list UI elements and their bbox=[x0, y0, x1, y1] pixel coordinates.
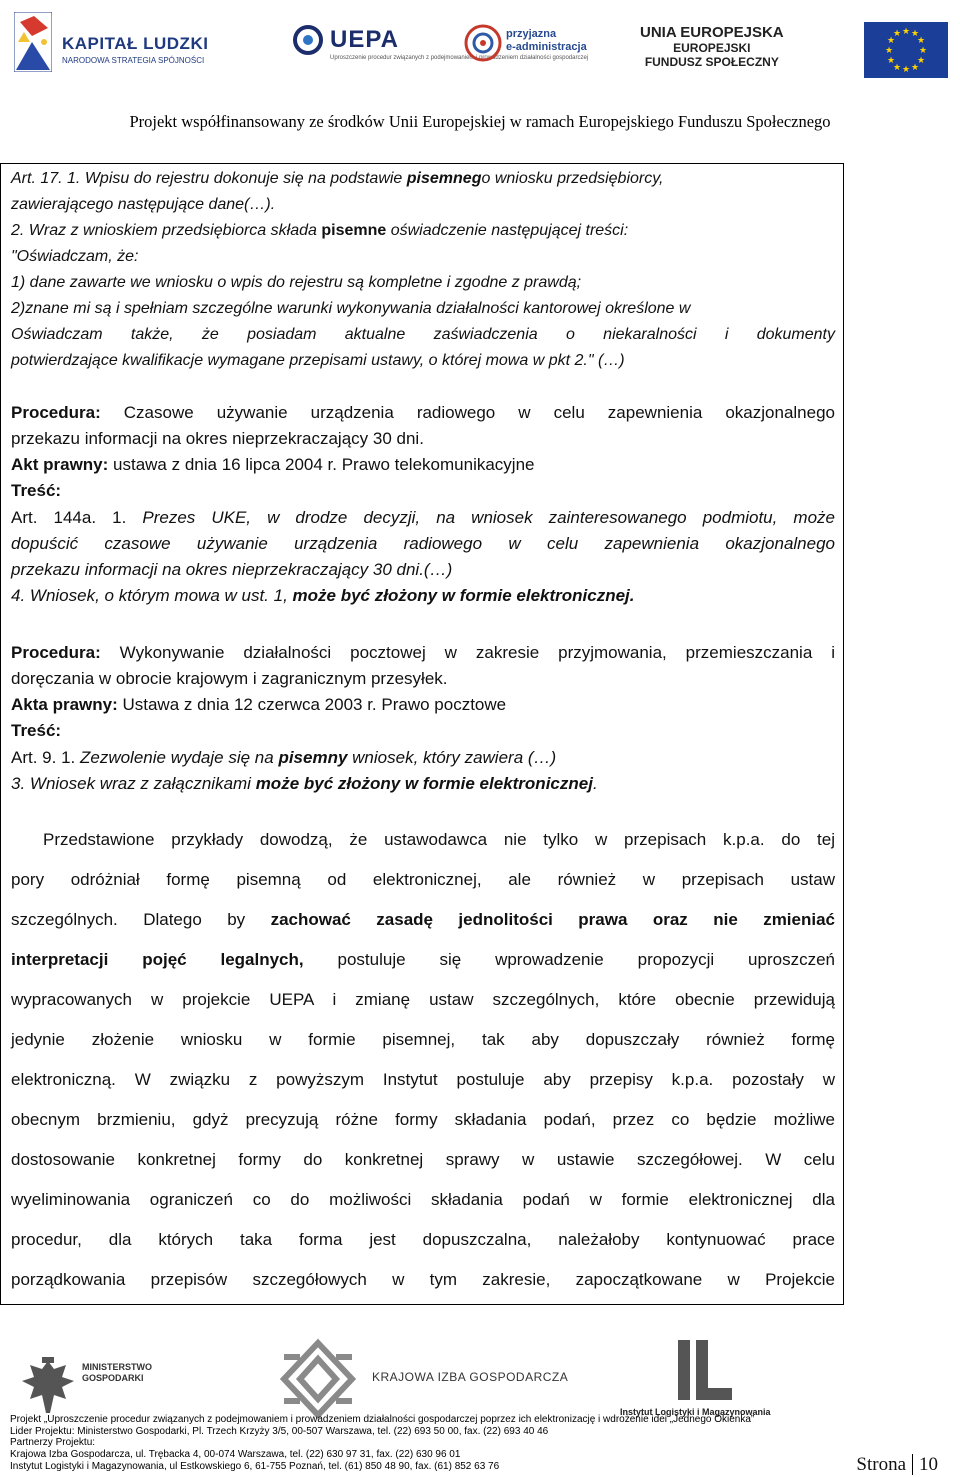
przyjazna-e-administracja-logo bbox=[506, 28, 587, 54]
page-number bbox=[856, 1454, 938, 1476]
proc1-art-line2: dopuścić czasowe używanie urządzenia radiowego w celu zapewnienia okazjonalnego bbox=[11, 534, 835, 553]
footer-line5: Instytut Logistyki i Magazynowania, ul Estkowskiego 6, 61-755 Poznań, tel. (61) 850 48 90, fax. (61) 852 63 76 bbox=[10, 1460, 500, 1472]
pe-line2: e-administracja bbox=[506, 41, 587, 53]
footer-line3: Partnerzy Projektu: bbox=[10, 1437, 96, 1449]
svg-text:★: ★ bbox=[886, 36, 896, 46]
kapital-ludzki-title: KAPITAŁ LUDZKI bbox=[62, 34, 209, 53]
eu-logo-text bbox=[640, 24, 784, 69]
kapital-ludzki-emblem-icon bbox=[14, 12, 52, 72]
ministry-logo-text bbox=[82, 1362, 152, 1384]
proc2-art-line2: 3. Wniosek wraz z załącznikami może być złożony w formie elektronicznej. bbox=[11, 774, 598, 793]
proc1-line2: przekazu informacji na okres nieprzekraczający 30 dni. bbox=[11, 429, 424, 448]
art17-line1: Art. 17. 1. Wpisu do rejestru dokonuje się na podstawie pisemnego wniosku przedsiębiorcy, bbox=[11, 170, 664, 187]
conclusion-line7: elektroniczną. W związku z powyższym Instytut postuluje aby przepisy k.p.a. pozostały w bbox=[11, 1070, 835, 1089]
svg-text:★: ★ bbox=[910, 63, 920, 73]
kapital-ludzki-logo bbox=[62, 34, 208, 65]
footer-line1: Projekt „Uproszczenie procedur związanych z podejmowaniem i prowadzeniem działalności gospodarczej poprzez ich elektronizację i wdrożenie idei „Jednego Okienka” bbox=[10, 1414, 755, 1425]
conclusion-line5: wypracowanych w projekcie UEPA i zmianę ustaw szczególnych, które obecnie przewidują bbox=[11, 990, 835, 1009]
conclusion-line10: wyeliminowania ograniczeń co do możliwości składania podań w formie elektronicznej dla bbox=[11, 1190, 835, 1209]
kig-emblem-icon bbox=[274, 1337, 362, 1421]
conclusion-line9: dostosowanie konkretnej formy do konkretnej sprawy w ustawie szczegółowej. W celu bbox=[11, 1150, 835, 1169]
polish-eagle-emblem-icon bbox=[20, 1355, 76, 1419]
uepa-subtitle: Uproszczenie procedur związanych z podejmowaniem i prowadzeniem działalności gospodarczej bbox=[330, 55, 589, 61]
svg-text:★: ★ bbox=[901, 27, 911, 37]
pe-line1: przyjazna bbox=[506, 28, 557, 40]
uepa-title: UEPA bbox=[330, 26, 399, 53]
svg-text:★: ★ bbox=[892, 63, 902, 73]
proc1-art-line1: Art. 144a. 1. Prezes UKE, w drodze decyzji, na wniosek zainteresowanego podmiotu, może bbox=[11, 508, 835, 527]
svg-text:★: ★ bbox=[884, 46, 894, 56]
eu-flag-icon bbox=[864, 22, 948, 78]
proc2-line1: Procedura: Wykonywanie działalności pocztowej w zakresie przyjmowania, przemieszczania i bbox=[11, 643, 835, 662]
page-separator bbox=[912, 1454, 913, 1475]
footer-line2: Lider Projektu: Ministerstwo Gospodarki, Pl. Trzech Krzyży 3/5, 00-507 Warszawa, tel. (22) 693 50 00, fax. (22) 693 40 46 bbox=[10, 1425, 549, 1437]
conclusion-line11: procedur, dla których taka forma jest dopuszczalna, należałoby kontynuować prace bbox=[11, 1230, 835, 1249]
project-cofinancing-line: Projekt współfinansowany ze środków Unii Europejskiej w ramach Europejskiego Funduszu Społecznego bbox=[129, 112, 831, 131]
svg-text:★: ★ bbox=[916, 36, 926, 46]
eu-line3: FUNDUSZ SPOŁECZNY bbox=[644, 55, 779, 69]
proc1-art-line3: przekazu informacji na okres nieprzekraczający 30 dni.(…) bbox=[11, 560, 453, 579]
svg-text:★: ★ bbox=[910, 29, 920, 39]
ilim-logo-text: Instytut Logistyki i Magazynowania bbox=[620, 1407, 771, 1417]
svg-text:★: ★ bbox=[918, 46, 928, 56]
ministry-line2: GOSPODARKI bbox=[82, 1373, 144, 1383]
conclusion-line3: szczególnych. Dlatego by zachować zasadę jednolitości prawa oraz nie zmieniać bbox=[11, 910, 835, 929]
conclusion-line6: jedynie złożenie wniosku w formie pisemnej, tak aby dopuszczały również formę bbox=[11, 1030, 835, 1049]
footer-contact-block bbox=[10, 1414, 754, 1473]
proc1-line1: Procedura: Czasowe używanie urządzenia radiowego w celu zapewnienia okazjonalnego bbox=[11, 403, 835, 422]
page-num: 10 bbox=[919, 1454, 938, 1475]
ministry-line1: MINISTERSTWO bbox=[82, 1362, 152, 1372]
conclusion-line2: pory odróżniał formę pisemną od elektronicznej, ale również w przepisach ustaw bbox=[11, 870, 835, 889]
art17-line7: Oświadczam także, że posiadam aktualne zaświadczenia o niekaralności i dokumenty bbox=[11, 326, 835, 343]
art17-line3: 2. Wraz z wnioskiem przedsiębiorca składa pisemne oświadczenie następującej treści: bbox=[11, 222, 629, 239]
conclusion-line12: porządkowania przepisów szczegółowych w tym zakresie, zapoczątkowane w Projekcie bbox=[11, 1270, 835, 1289]
content-frame bbox=[0, 163, 844, 1305]
art17-line6: 2)znane mi są i spełniam szczególne warunki wykonywania działalności kantorowej określone w bbox=[11, 300, 691, 317]
proc2-act: Akta prawny: Ustawa z dnia 12 czerwca 2003 r. Prawo pocztowe bbox=[11, 695, 507, 714]
conclusion-line8: obecnym brzmieniu, gdyż precyzują różne formy składania podań, przez co będzie możliwe bbox=[11, 1110, 835, 1129]
proc2-line2: doręczania w obrocie krajowym i zagranicznym przesyłek. bbox=[11, 669, 448, 688]
przyjazna-e-administracja-mark-icon bbox=[464, 24, 502, 62]
kig-logo-text: KRAJOWA IZBA GOSPODARCZA bbox=[372, 1370, 569, 1384]
art17-line8: potwierdzające kwalifikacje wymagane przepisami ustawy, o której mowa w pkt 2." (…) bbox=[11, 352, 625, 369]
proc1-tresc-label: Treść: bbox=[11, 481, 62, 500]
conclusion-line4: interpretacji pojęć legalnych, postuluje się wprowadzenie propozycji uproszczeń bbox=[11, 950, 835, 969]
ilim-emblem-icon bbox=[674, 1338, 734, 1402]
eu-line1: UNIA EUROPEJSKA bbox=[640, 24, 784, 41]
uepa-mark-icon bbox=[292, 24, 324, 56]
art17-line2: zawierającego następujące dane(…). bbox=[11, 196, 276, 213]
proc2-art-line1: Art. 9. 1. Zezwolenie wydaje się na pisemny wniosek, który zawiera (…) bbox=[11, 748, 557, 767]
svg-text:★: ★ bbox=[886, 56, 896, 66]
svg-text:★: ★ bbox=[916, 56, 926, 66]
eu-line2: EUROPEJSKI bbox=[673, 41, 751, 55]
proc1-art-line4: 4. Wniosek, o którym mowa w ust. 1, może być złożony w formie elektronicznej. bbox=[11, 586, 635, 605]
conclusion-line1: Przedstawione przykłady dowodzą, że ustawodawca nie tylko w przepisach k.p.a. do tej bbox=[43, 830, 835, 849]
kapital-ludzki-subtitle: NARODOWA STRATEGIA SPÓJNOŚCI bbox=[62, 56, 205, 65]
svg-text:★: ★ bbox=[901, 65, 911, 75]
proc2-tresc-label: Treść: bbox=[11, 721, 62, 740]
art17-line4: "Oświadczam, że: bbox=[11, 248, 139, 265]
art17-line5: 1) dane zawarte we wniosku o wpis do rejestru są kompletne i zgodne z prawdą; bbox=[11, 274, 582, 291]
page-word: Strona bbox=[856, 1454, 906, 1475]
proc1-act: Akt prawny: ustawa z dnia 16 lipca 2004 r. Prawo telekomunikacyjne bbox=[11, 455, 535, 474]
svg-text:★: ★ bbox=[892, 29, 902, 39]
footer-line4: Krajowa Izba Gospodarcza, ul. Trębacka 4, 00-074 Warszawa, tel. (22) 630 97 31, fax. (22) 630 96 01 bbox=[10, 1449, 461, 1461]
